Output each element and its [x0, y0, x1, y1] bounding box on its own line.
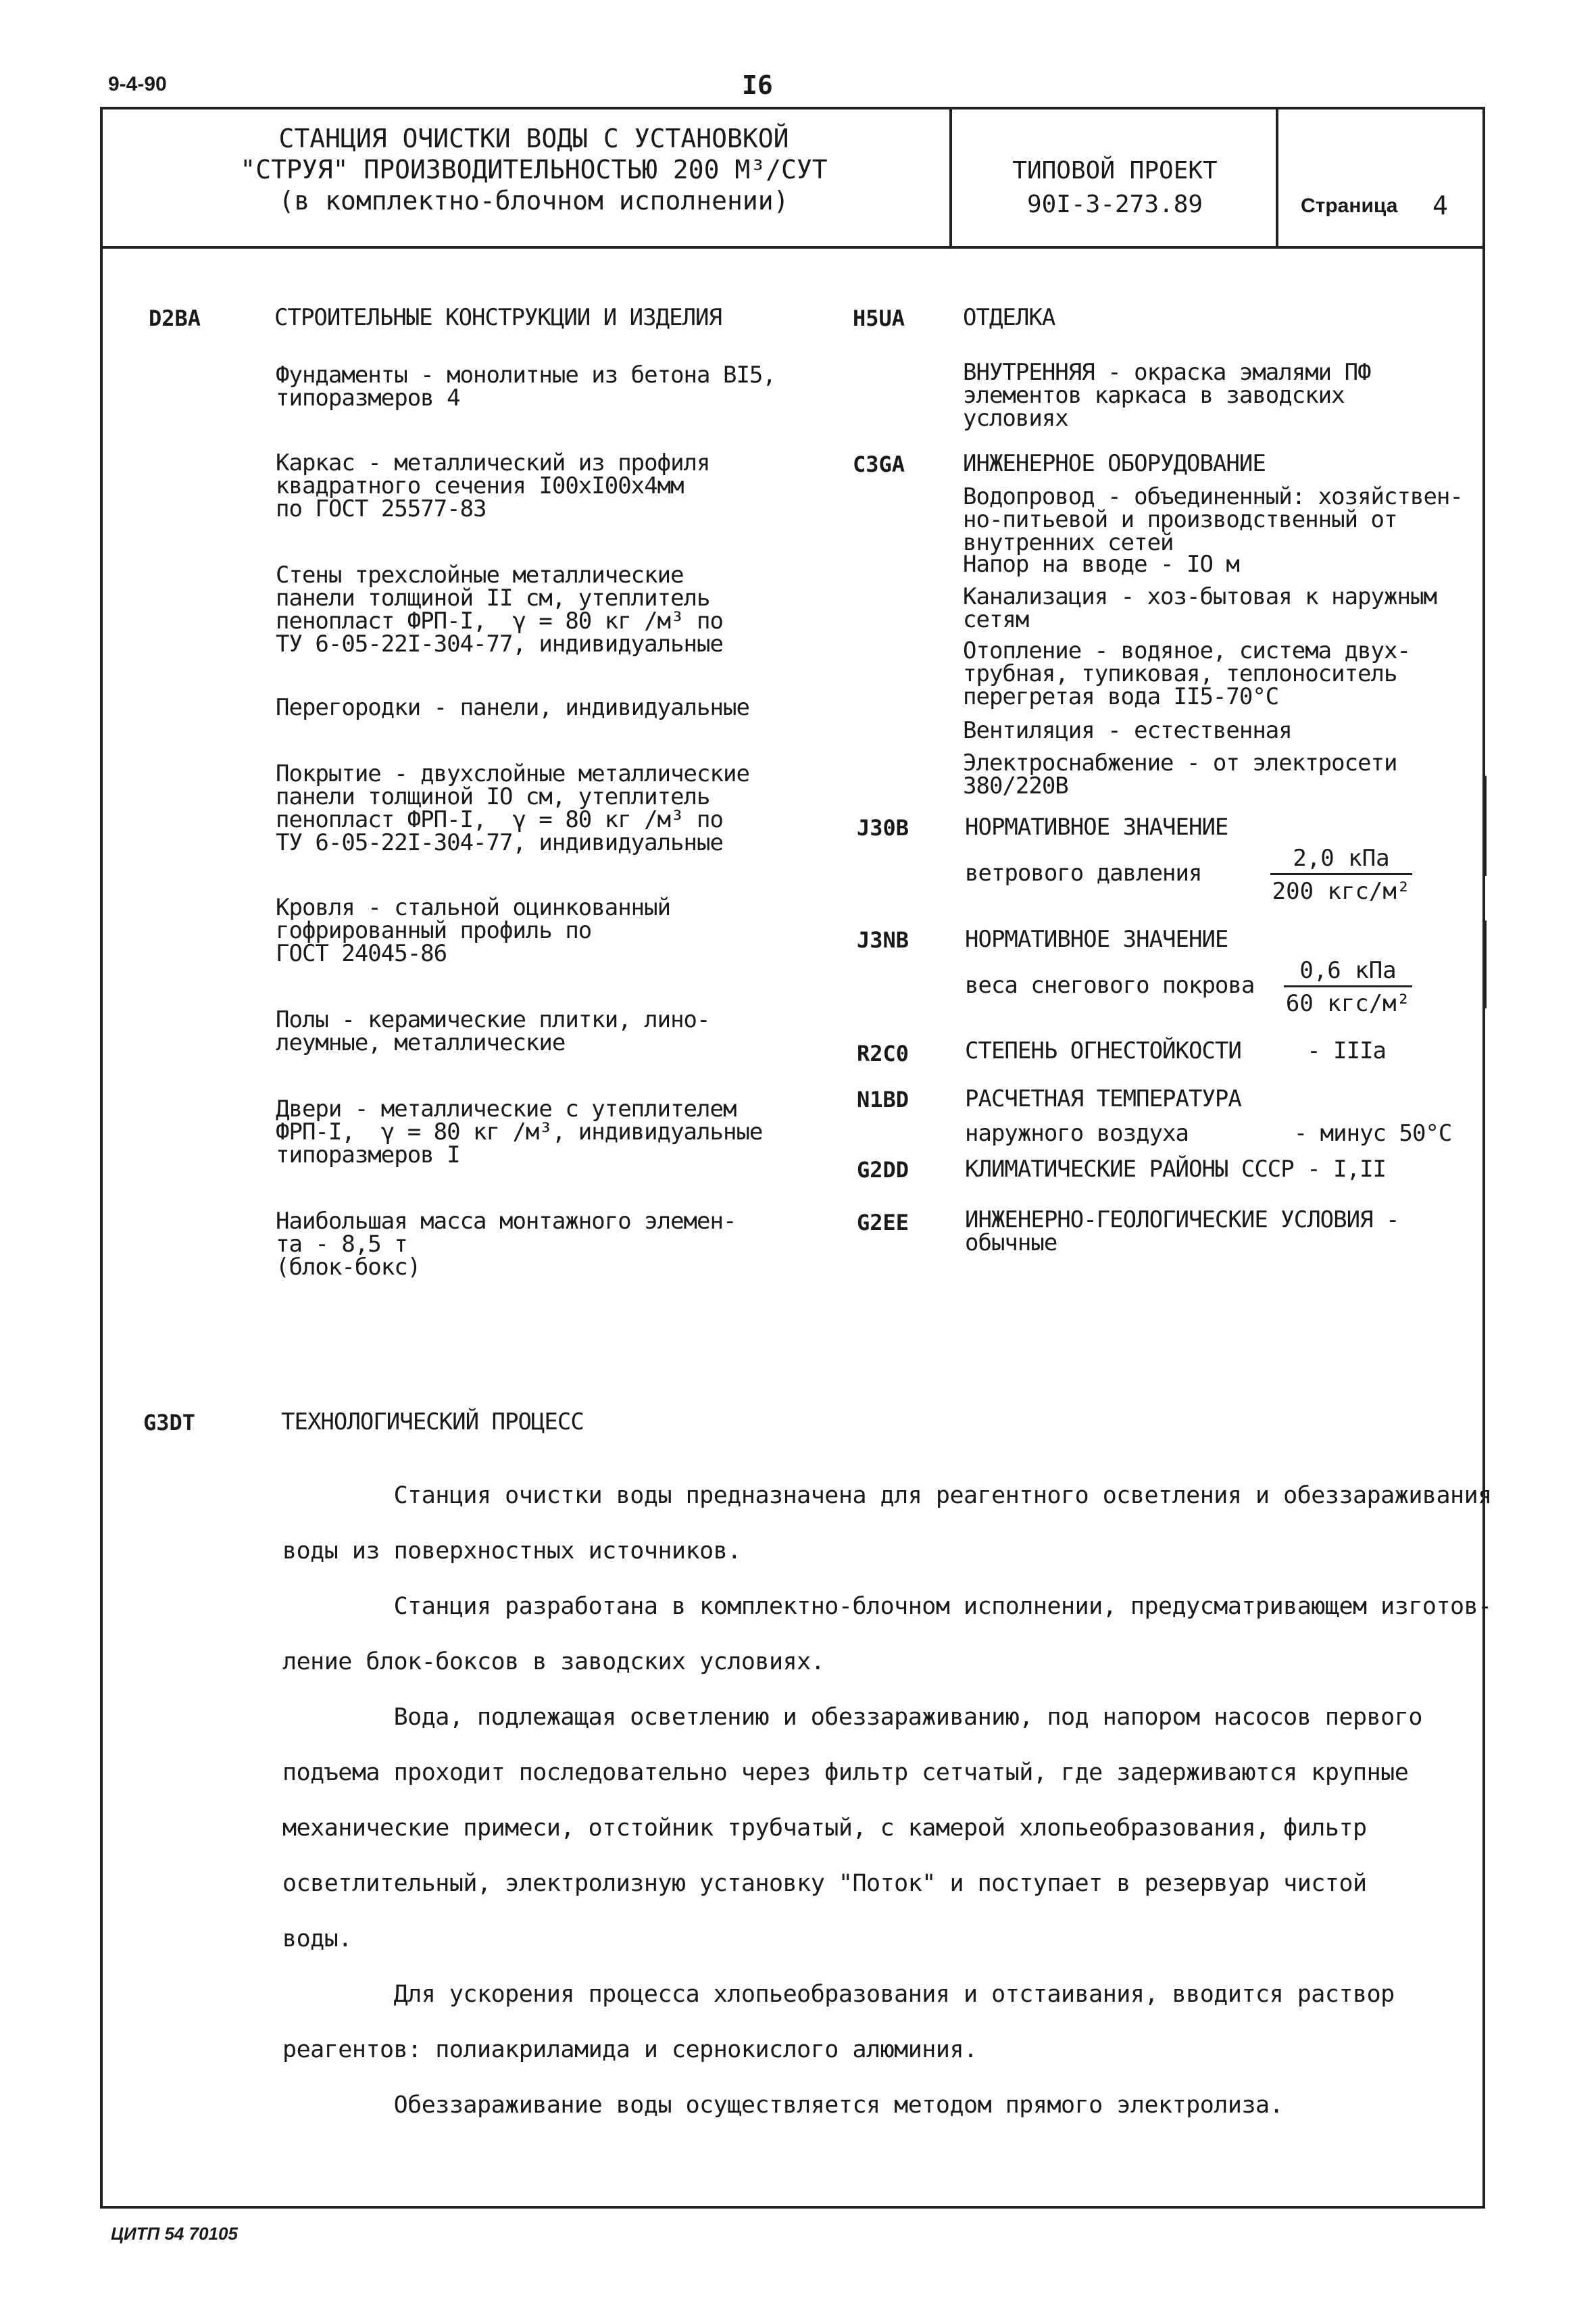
process-line: подъема проходит последовательно через фильтр сетчатый, где задерживаются крупные	[282, 1759, 1409, 1786]
equip-ventilation: Вентиляция - естественная	[963, 717, 1292, 744]
project-code: 90I-3-273.89	[1026, 191, 1203, 218]
item-roofing: Кровля - стальной оцинкованный гофрированный профиль по ГОСТ 24045-86	[276, 894, 671, 967]
section-code-j3nb: J3NB	[857, 927, 909, 953]
process-line: воды из поверхностных источников.	[282, 1537, 741, 1565]
process-line: Станция очистки воды предназначена для реагентного осветления и обеззараживания	[282, 1482, 1492, 1509]
temp-heading: РАСЧЕТНАЯ ТЕМПЕРАТУРА	[965, 1085, 1241, 1112]
snow-heading: НОРМАТИВНОЕ ЗНАЧЕНИЕ	[965, 926, 1228, 953]
snow-value-num: 0,6 кПа	[1284, 957, 1412, 987]
section-code-d2ba: D2BA	[149, 305, 201, 331]
section-code-h5ua: H5UA	[853, 305, 905, 331]
climate-regions: КЛИМАТИЧЕСКИЕ РАЙОНЫ СССР - I,II	[965, 1156, 1387, 1183]
section-code-j30b: J30B	[857, 815, 909, 841]
section-code-g2dd: G2DD	[857, 1157, 909, 1183]
equip-pressure: Напор на вводе - IO м	[963, 551, 1239, 578]
page-value: 4	[1432, 191, 1448, 220]
item-frame: Каркас - металлический из профиля квадратного сечения I00xI00x4мм по ГОСТ 25577-83	[276, 449, 710, 522]
process-line: Станция разработана в комплектно-блочном исполнении, предусматривающем изготов-	[282, 1593, 1492, 1620]
process-line: реагентов: полиакриламида и сернокислого алюминия.	[282, 2036, 978, 2063]
snow-value	[1284, 957, 1412, 1017]
section-heading-process: ТЕХНОЛОГИЧЕСКИЙ ПРОЦЕСС	[281, 1408, 584, 1435]
item-floors: Полы - керамические плитки, лино- леумные, металлические	[276, 1006, 710, 1056]
item-foundations: Фундаменты - монолитные из бетона BI5, типоразмеров 4	[276, 362, 776, 412]
wind-label: ветрового давления	[965, 860, 1202, 887]
process-line: Обеззараживание воды осуществляется методом прямого электролиза.	[282, 2092, 1284, 2119]
equip-sewage: Канализация - хоз-бытовая к наружным сетям	[963, 583, 1437, 633]
wind-value	[1270, 845, 1412, 905]
item-doors: Двери - металлические с утеплителем ФРП-I, γ = 80 кг /м³, индивидуальные типоразмеров I	[276, 1096, 763, 1168]
section-code-g3dt: G3DT	[143, 1410, 196, 1435]
process-line: Для ускорения процесса хлопьеобразования и отстаивания, вводится раствор	[282, 1981, 1395, 2008]
header-col-divider-2	[1276, 107, 1278, 247]
section-code-n1bd: N1BD	[857, 1087, 909, 1112]
margin-mark-2	[1484, 920, 1487, 1008]
process-line: воды.	[282, 1925, 352, 1952]
header-col-divider-1	[949, 107, 952, 247]
section-heading-equipment: ИНЖЕНЕРНОЕ ОБОРУДОВАНИЕ	[963, 450, 1266, 477]
page-label: Страница	[1301, 195, 1398, 217]
item-roof-cover: Покрытие - двухслойные металлические панели толщиной IO см, утеплитель пенопласт ФРП-I, γ = 80 кг /м³ по ТУ 6-05-22I-304-77, индивидуальные	[276, 760, 749, 856]
item-max-mass: Наибольшая масса монтажного элемен- та - 8,5 т (блок-бокс)	[276, 1208, 737, 1281]
finishing-text: ВНУТРЕННЯЯ - окраска эмалями ПФ элементов каркаса в заводских условиях	[963, 359, 1371, 432]
section-code-r2c0: R2C0	[857, 1041, 909, 1066]
wind-value-num: 2,0 кПа	[1270, 845, 1412, 875]
geo-conditions: ИНЖЕНЕРНО-ГЕОЛОГИЧЕСКИЕ УСЛОВИЯ - обычные	[965, 1206, 1399, 1256]
process-line: осветлительный, электролизную установку "Поток" и поступает в резервуар чистой	[282, 1870, 1367, 1897]
item-walls: Стены трехслойные металлические панели толщиной II см, утеплитель пенопласт ФРП-I, γ = 80 кг /м³ по ТУ 6-05-22I-304-77, индивидуальные	[276, 562, 723, 658]
section-heading-finishing: ОТДЕЛКА	[963, 304, 1055, 331]
item-partitions: Перегородки - панели, индивидуальные	[276, 694, 749, 721]
equip-heating: Отопление - водяное, система двух- трубная, тупиковая, теплоноситель перегретая вода II5-70°С	[963, 637, 1410, 710]
project-title: СТАНЦИЯ ОЧИСТКИ ВОДЫ С УСТАНОВКОЙ "СТРУЯ" ПРОИЗВОДИТЕЛЬНОСТЬЮ 200 М³/СУТ (в комплектно-блочном исполнении)	[240, 124, 828, 216]
snow-value-den: 60 кгс/м²	[1285, 990, 1411, 1017]
section-code-g2ee: G2EE	[857, 1210, 909, 1235]
snow-label: веса снегового покрова	[965, 972, 1255, 999]
process-line: ление блок-боксов в заводских условиях.	[282, 1648, 825, 1675]
equip-power: Электроснабжение - от электросети 380/220В	[963, 749, 1397, 799]
process-line: Вода, подлежащая осветлению и обеззараживанию, под напором насосов первого	[282, 1704, 1422, 1731]
footer-stamp: ЦИТП 54 70105	[111, 2223, 238, 2244]
wind-value-den: 200 кгс/м²	[1272, 878, 1411, 905]
project-label: ТИПОВОЙ ПРОЕКТ	[1012, 157, 1218, 184]
wind-heading: НОРМАТИВНОЕ ЗНАЧЕНИЕ	[965, 814, 1228, 841]
section-heading-structures: СТРОИТЕЛЬНЫЕ КОНСТРУКЦИИ И ИЗДЕЛИЯ	[274, 304, 722, 331]
process-line: механические примеси, отстойник трубчатый, с камерой хлопьеобразования, фильтр	[282, 1815, 1367, 1842]
doc-date: 9-4-90	[108, 73, 167, 95]
margin-mark-1	[1484, 776, 1487, 876]
section-code-c3ga: C3GA	[853, 451, 905, 477]
sheet-number: I6	[742, 70, 773, 100]
temp-value: наружного воздуха - минус 50°С	[965, 1120, 1452, 1147]
fire-resistance: СТЕПЕНЬ ОГНЕСТОЙКОСТИ - IIIа	[965, 1037, 1387, 1064]
equip-water: Водопровод - объединенный: хозяйствен- но-питьевой и производственный от внутренних сетей	[963, 483, 1463, 556]
